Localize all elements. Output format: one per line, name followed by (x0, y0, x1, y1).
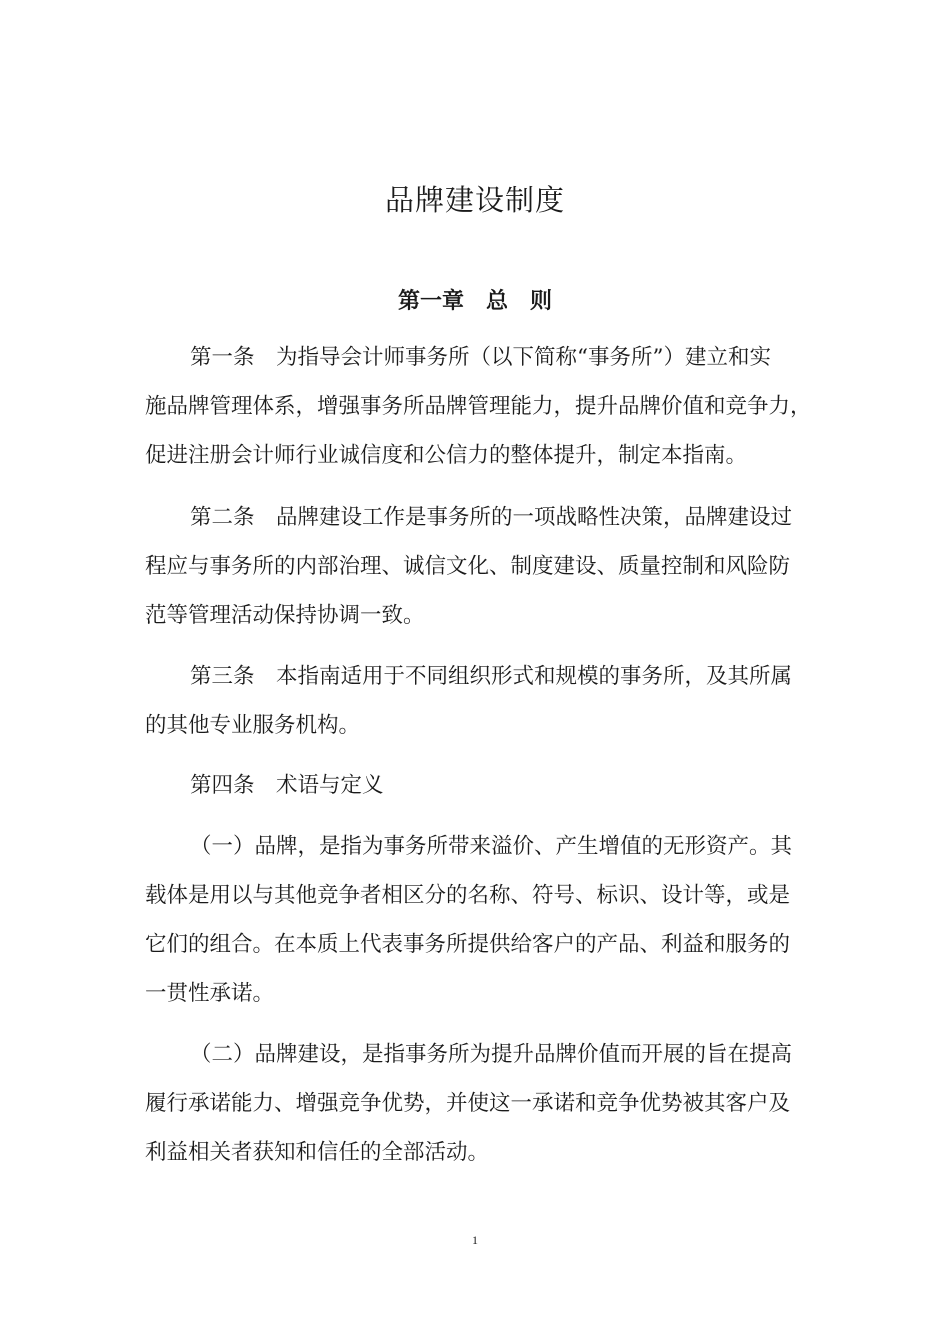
article-2-line-3: 范等管理活动保持协调一致。 (145, 603, 425, 628)
article-2-line-2: 程应与事务所的内部治理、诚信文化、制度建设、质量控制和风险防 (145, 554, 791, 579)
definition-1-line-4: 一贯性承诺。 (145, 981, 275, 1006)
article-1-line-1: 第一条 为指导会计师事务所（以下简称“事务所”）建立和实 (190, 345, 771, 370)
document-title: 品牌建设制度 (384, 183, 565, 217)
article-1-line-3: 促进注册会计师行业诚信度和公信力的整体提升，制定本指南。 (145, 443, 748, 468)
article-2-line-1: 第二条 品牌建设工作是事务所的一项战略性决策，品牌建设过 (190, 505, 793, 530)
definition-1-line-3: 它们的组合。在本质上代表事务所提供给客户的产品、利益和服务的 (145, 932, 791, 957)
chapter-title: 第一章 总 则 (397, 288, 552, 314)
article-3-line-2: 的其他专业服务机构。 (145, 713, 361, 738)
article-1-line-2: 施品牌管理体系，增强事务所品牌管理能力，提升品牌价值和竞争力， (145, 394, 812, 419)
definition-2-line-2: 履行承诺能力、增强竞争优势，并使这一承诺和竞争优势被其客户及 (145, 1091, 791, 1116)
page-number: 1 (472, 1233, 478, 1247)
definition-2-line-1: （二）品牌建设，是指事务所为提升品牌价值而开展的旨在提高 (190, 1042, 793, 1067)
definition-2-line-3: 利益相关者获知和信任的全部活动。 (145, 1140, 490, 1165)
article-3-line-1: 第三条 本指南适用于不同组织形式和规模的事务所，及其所属 (190, 664, 793, 689)
definition-1-line-2: 载体是用以与其他竞争者相区分的名称、符号、标识、设计等，或是 (145, 883, 791, 908)
article-4-heading: 第四条 术语与定义 (190, 773, 384, 798)
definition-1-line-1: （一）品牌，是指为事务所带来溢价、产生增值的无形资产。其 (190, 834, 793, 859)
